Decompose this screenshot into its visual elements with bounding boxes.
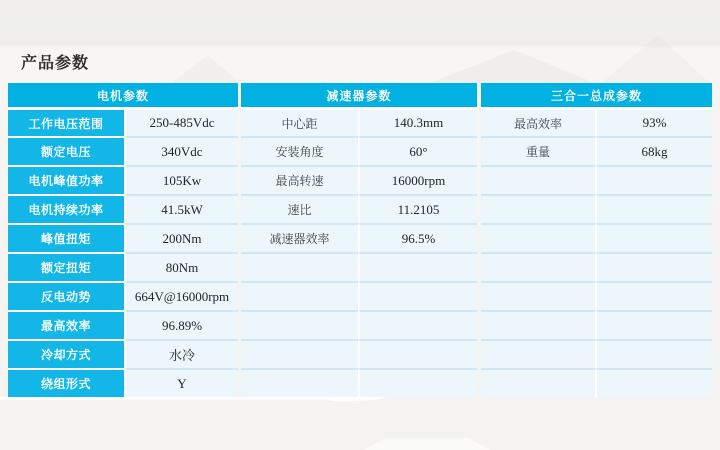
header-assembly-parameters: 三合一总成参数 bbox=[481, 83, 712, 107]
parameter-value: 16000rpm bbox=[358, 165, 477, 194]
table-row bbox=[241, 281, 477, 310]
header-motor-parameters: 电机参数 bbox=[8, 83, 238, 107]
assembly-parameters-section bbox=[481, 107, 712, 397]
table-body bbox=[8, 107, 712, 397]
parameter-label bbox=[481, 281, 595, 310]
table-row bbox=[241, 136, 477, 165]
parameter-value: 140.3mm bbox=[358, 107, 477, 136]
table-row bbox=[481, 252, 712, 281]
parameter-label bbox=[481, 310, 595, 339]
parameter-label: 最高效率 bbox=[8, 310, 124, 339]
parameter-label bbox=[481, 368, 595, 397]
parameter-value: 340Vdc bbox=[124, 136, 238, 165]
table-row bbox=[241, 165, 477, 194]
parameter-value: 664V@16000rpm bbox=[124, 281, 238, 310]
parameter-value: 80Nm bbox=[124, 252, 238, 281]
table-row bbox=[481, 223, 712, 252]
reducer-parameters-section bbox=[241, 107, 477, 397]
table-row bbox=[481, 194, 712, 223]
parameter-label bbox=[481, 165, 595, 194]
parameters-table bbox=[8, 83, 712, 397]
parameter-value: 200Nm bbox=[124, 223, 238, 252]
table-row bbox=[481, 165, 712, 194]
parameter-value bbox=[358, 281, 477, 310]
parameter-value: Y bbox=[124, 368, 238, 397]
parameter-value bbox=[595, 339, 712, 368]
parameter-value bbox=[595, 223, 712, 252]
parameter-value bbox=[358, 252, 477, 281]
parameter-label: 减速器效率 bbox=[241, 223, 358, 252]
parameter-value: 11.2105 bbox=[358, 194, 477, 223]
parameter-label bbox=[241, 281, 358, 310]
table-row bbox=[8, 368, 238, 397]
parameter-label: 额定电压 bbox=[8, 136, 124, 165]
parameter-value bbox=[595, 252, 712, 281]
parameter-value: 水冷 bbox=[124, 339, 238, 368]
table-row bbox=[8, 136, 238, 165]
table-row bbox=[8, 194, 238, 223]
parameter-value: 93% bbox=[595, 107, 712, 136]
parameter-label bbox=[481, 339, 595, 368]
table-row bbox=[241, 368, 477, 397]
parameter-value bbox=[358, 339, 477, 368]
table-row bbox=[481, 107, 712, 136]
table-row bbox=[8, 165, 238, 194]
parameter-label bbox=[481, 194, 595, 223]
background-highlight-line bbox=[0, 397, 358, 400]
background-watermark-triangle bbox=[598, 32, 713, 86]
parameter-label: 最高效率 bbox=[481, 107, 595, 136]
table-row bbox=[241, 107, 477, 136]
parameter-value: 96.89% bbox=[124, 310, 238, 339]
parameter-label bbox=[241, 310, 358, 339]
parameter-label bbox=[481, 252, 595, 281]
parameter-value bbox=[595, 165, 712, 194]
parameter-value: 96.5% bbox=[358, 223, 477, 252]
parameter-label bbox=[241, 252, 358, 281]
table-row bbox=[241, 252, 477, 281]
parameter-label bbox=[481, 223, 595, 252]
header-reducer-parameters: 减速器参数 bbox=[241, 83, 477, 107]
table-row bbox=[8, 281, 238, 310]
parameter-label: 额定扭矩 bbox=[8, 252, 124, 281]
parameter-value bbox=[595, 194, 712, 223]
table-row bbox=[241, 223, 477, 252]
parameter-label: 重量 bbox=[481, 136, 595, 165]
background-watermark-triangle bbox=[168, 52, 244, 86]
page-title: 产品参数 bbox=[21, 55, 90, 72]
table-row bbox=[241, 339, 477, 368]
parameter-label: 安装角度 bbox=[241, 136, 358, 165]
table-row bbox=[8, 223, 238, 252]
parameter-value bbox=[595, 368, 712, 397]
parameter-value bbox=[358, 310, 477, 339]
table-row bbox=[8, 339, 238, 368]
parameter-label: 电机峰值功率 bbox=[8, 165, 124, 194]
parameter-value: 41.5kW bbox=[124, 194, 238, 223]
motor-parameters-section bbox=[8, 107, 238, 397]
table-row bbox=[8, 252, 238, 281]
parameter-label: 速比 bbox=[241, 194, 358, 223]
table-row bbox=[481, 136, 712, 165]
parameter-label bbox=[241, 339, 358, 368]
table-row bbox=[8, 310, 238, 339]
parameter-value: 60° bbox=[358, 136, 477, 165]
parameter-label bbox=[241, 368, 358, 397]
parameter-label: 峰值扭矩 bbox=[8, 223, 124, 252]
parameter-value bbox=[595, 281, 712, 310]
parameter-label: 电机持续功率 bbox=[8, 194, 124, 223]
parameter-value bbox=[358, 368, 477, 397]
table-row bbox=[481, 339, 712, 368]
table-row bbox=[241, 194, 477, 223]
parameter-value: 68kg bbox=[595, 136, 712, 165]
parameter-label: 绕组形式 bbox=[8, 368, 124, 397]
table-row bbox=[241, 310, 477, 339]
parameter-label: 最高转速 bbox=[241, 165, 358, 194]
table-row bbox=[481, 310, 712, 339]
table-row bbox=[481, 368, 712, 397]
parameter-label: 冷却方式 bbox=[8, 339, 124, 368]
parameter-value bbox=[595, 310, 712, 339]
parameter-label: 工作电压范围 bbox=[8, 107, 124, 136]
parameter-value: 105Kw bbox=[124, 165, 238, 194]
table-header-row bbox=[8, 83, 712, 107]
background-bottom-decoration bbox=[352, 438, 502, 450]
table-row bbox=[8, 107, 238, 136]
parameter-label: 中心距 bbox=[241, 107, 358, 136]
table-row bbox=[481, 281, 712, 310]
parameter-label: 反电动势 bbox=[8, 281, 124, 310]
background-watermark-triangle bbox=[422, 47, 602, 86]
parameter-value: 250-485Vdc bbox=[124, 107, 238, 136]
